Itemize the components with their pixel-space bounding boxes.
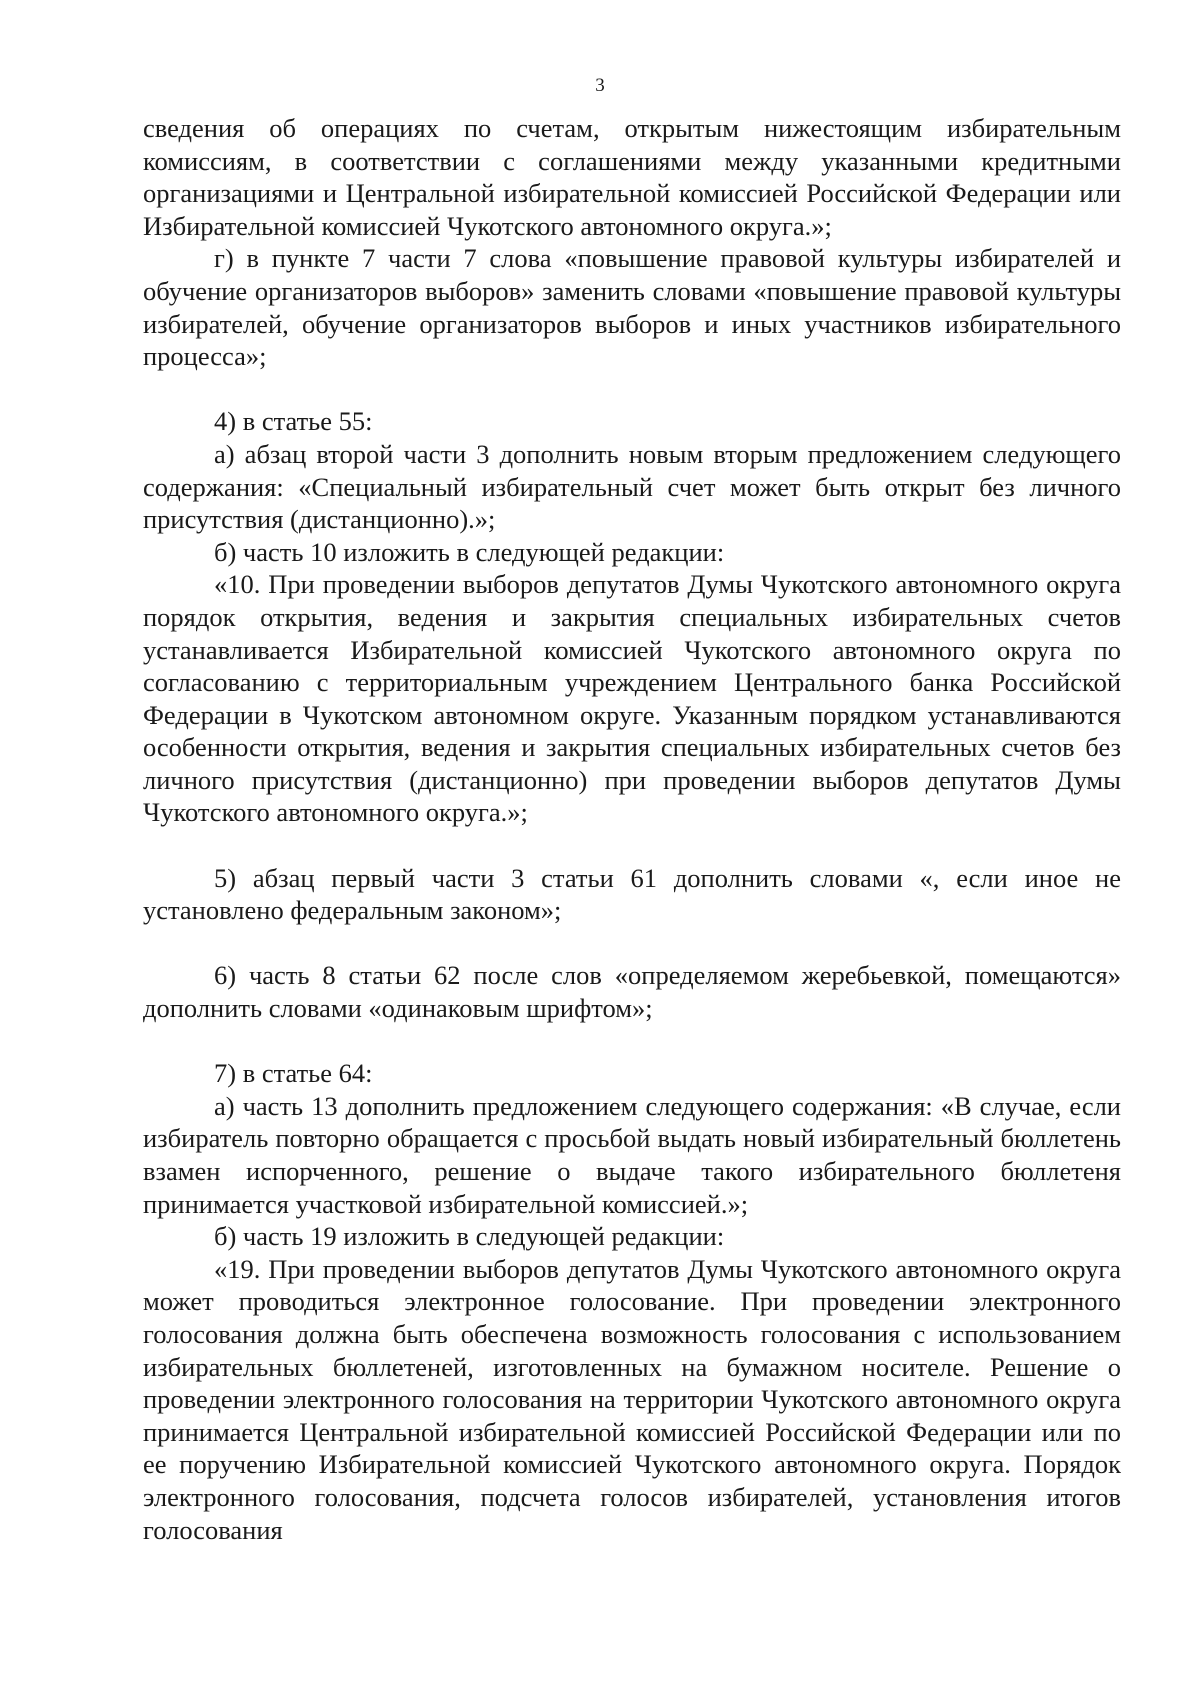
paragraph-item-6: 6) часть 8 статьи 62 после слов «определяемом жеребьевкой, помещаются» дополнить словами «одинаковым шрифтом»; xyxy=(143,960,1121,1024)
paragraph-item-4: 4) в статье 55: xyxy=(214,406,373,437)
paragraph-item-7: 7) в статье 64: xyxy=(214,1058,373,1089)
paragraph-quote-10: «10. При проведении выборов депутатов Думы Чукотского автономного округа порядок открытия, ведения и закрытия специальных избирательных счетов устанавливается Избирательной комиссией Чукотского автономного округа по согласованию с территориальным учреждением Центрального банка Российской Федерации в Чукотском автономном округе. Указанным порядком устанавливаются особенности открытия, ведения и закрытия специальных избирательных счетов без личного присутствия (дистанционно) при проведении выборов депутатов Думы Чукотского автономного округа.»; xyxy=(143,569,1121,828)
paragraph-continuation: сведения об операциях по счетам, открытым нижестоящим избирательным комиссиям, в соответствии с соглашениями между указанными кредитными организациями и Центральной избирательной комиссией Российской Федерации или Избирательной комиссией Чукотского автономного округа.»; xyxy=(143,113,1121,241)
paragraph-item-4b: б) часть 10 изложить в следующей редакции: xyxy=(214,536,725,567)
paragraph-item-5: 5) абзац первый части 3 статьи 61 дополнить словами «, если иное не установлено федеральным законом»; xyxy=(143,862,1121,926)
paragraph-item-7b: б) часть 19 изложить в следующей редакции: xyxy=(214,1221,725,1252)
page-number: 3 xyxy=(595,75,605,96)
paragraph-item-g: г) в пункте 7 части 7 слова «повышение правовой культуры избирателей и обучение организаторов выборов» заменить словами «повышение правовой культуры избирателей, обучение организаторов выборов и иных участников избирательного процесса»; xyxy=(143,243,1121,372)
paragraph-item-7a: а) часть 13 дополнить предложением следующего содержания: «В случае, если избиратель повторно обращается с просьбой выдать новый избирательный бюллетень взамен испорченного, решение о выдаче такого избирательного бюллетеня принимается участковой избирательной комиссией.»; xyxy=(143,1090,1121,1219)
document-body xyxy=(143,112,1121,1546)
paragraph-item-4a: а) абзац второй части 3 дополнить новым вторым предложением следующего содержания: «Специальный избирательный счет может быть открыт без личного присутствия (дистанционно).»; xyxy=(143,438,1121,535)
paragraph-quote-19: «19. При проведении выборов депутатов Думы Чукотского автономного округа может проводиться электронное голосование. При проведении электронного голосования должна быть обеспечена возможность голосования с использованием избирательных бюллетеней, изготовленных на бумажном носителе. Решение о проведении электронного голосования на территории Чукотского автономного округа принимается Центральной избирательной комиссией Российской Федерации или по ее поручению Избирательной комиссией Чукотского автономного округа. Порядок электронного голосования, подсчета голосов избирателей, установления итогов голосования xyxy=(143,1253,1121,1545)
